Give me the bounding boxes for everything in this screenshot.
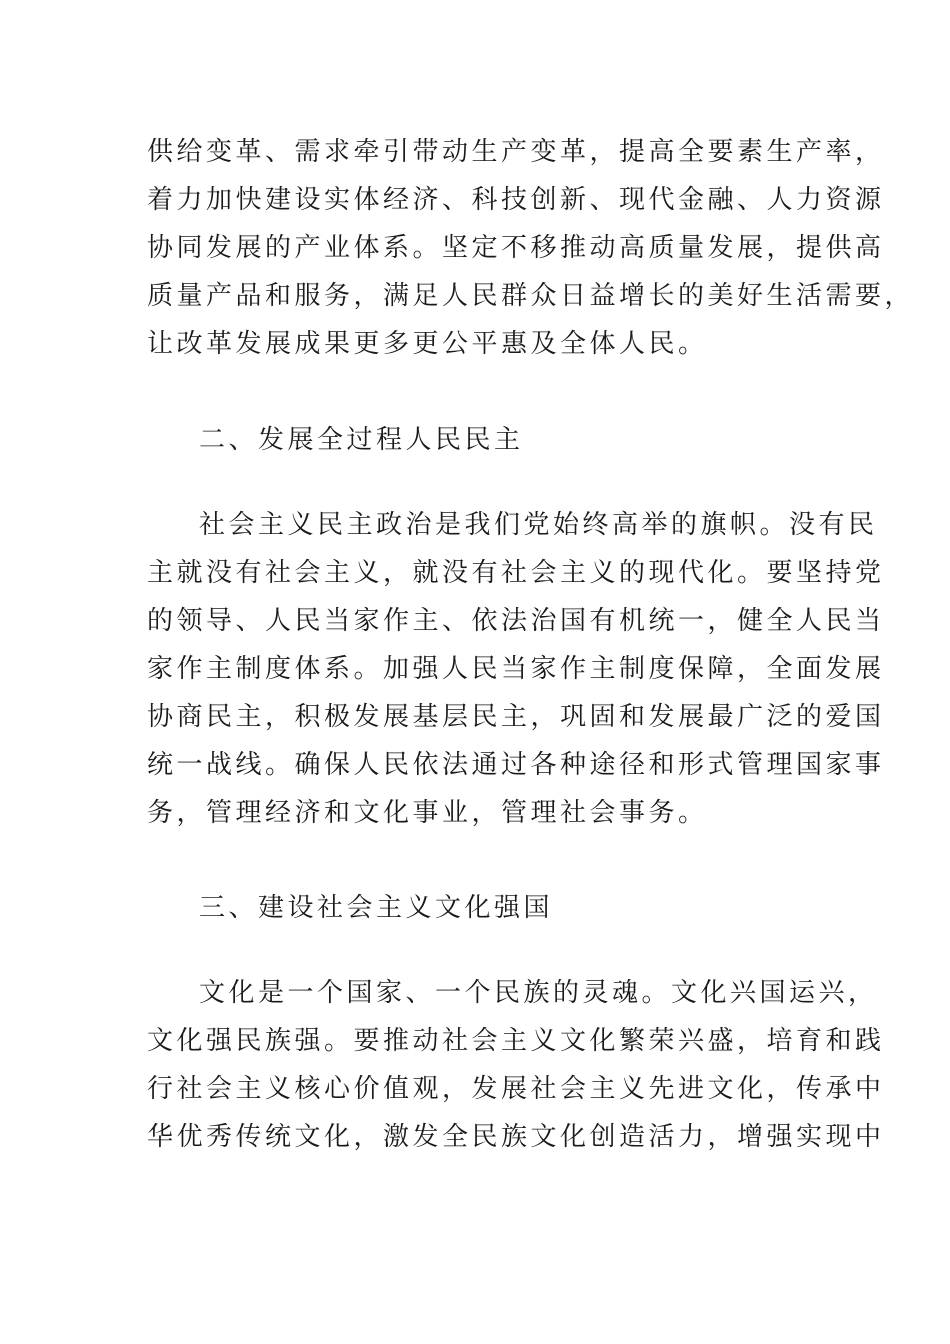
text-line: 文化强民族强。要推动社会主义文化繁荣兴盛，培育和践 <box>147 1026 885 1056</box>
text-line: 务，管理经济和文化事业，管理社会事务。 <box>147 798 708 828</box>
text-line: 行社会主义核心价值观，发展社会主义先进文化，传承中 <box>147 1074 885 1104</box>
text-line: 主就没有社会主义，就没有社会主义的现代化。要坚持党 <box>147 558 885 588</box>
text-line: 协商民主，积极发展基层民主，巩固和发展最广泛的爱国 <box>147 702 885 732</box>
text-line: 着力加快建设实体经济、科技创新、现代金融、人力资源 <box>147 185 885 215</box>
text-line: 家作主制度体系。加强人民当家作主制度保障，全面发展 <box>147 654 885 684</box>
text-line: 统一战线。确保人民依法通过各种途径和形式管理国家事 <box>147 750 885 780</box>
section-heading-democracy: 二、发展全过程人民民主 <box>199 425 524 455</box>
text-line: 文化是一个国家、一个民族的灵魂。文化兴国运兴， <box>199 978 878 1008</box>
text-line: 华优秀传统文化，激发全民族文化创造活力，增强实现中 <box>147 1122 885 1152</box>
text-line: 供给变革、需求牵引带动生产变革，提高全要素生产率， <box>147 137 885 167</box>
text-line: 让改革发展成果更多更公平惠及全体人民。 <box>147 329 708 359</box>
text-line: 社会主义民主政治是我们党始终高举的旗帜。没有民 <box>199 510 878 540</box>
text-line: 的领导、人民当家作主、依法治国有机统一，健全人民当 <box>147 606 885 636</box>
section-heading-culture: 三、建设社会主义文化强国 <box>199 893 554 923</box>
text-line: 质量产品和服务，满足人民群众日益增长的美好生活需要， <box>147 281 915 311</box>
text-line: 协同发展的产业体系。坚定不移推动高质量发展，提供高 <box>147 233 885 263</box>
